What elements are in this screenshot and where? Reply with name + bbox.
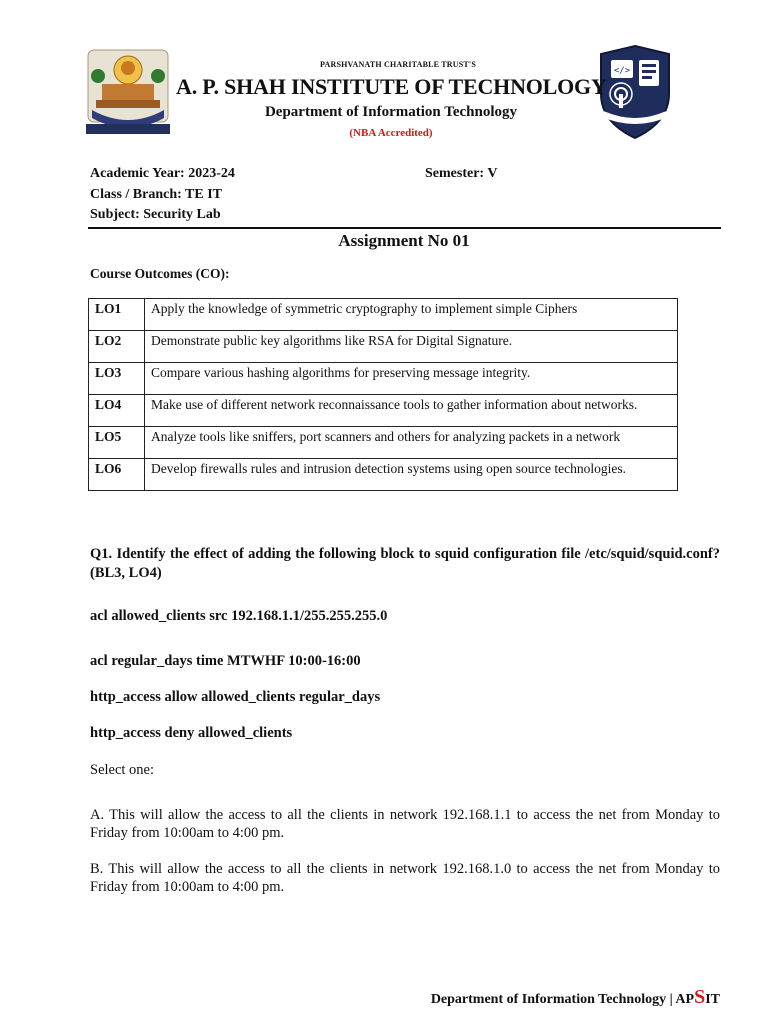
question-text: Q1. Identify the effect of adding the following block to squid configuration file /etc/squid/squid.conf? (BL3, LO4)	[90, 546, 720, 581]
answer-option-a[interactable]: A. This will allow the access to all the clients in network 192.168.1.1 to access the net from Monday to Friday from 10:00am to 4:00 pm.	[90, 807, 720, 841]
footer-department: Department of Information Technology |	[430, 992, 676, 1007]
academic-year: Academic Year: 2023-24	[90, 166, 235, 181]
semester: Semester: V	[425, 166, 498, 181]
outcome-code: LO2	[89, 331, 145, 363]
outcome-text: Develop firewalls rules and intrusion detection systems using open source technologies.	[145, 459, 678, 491]
footer	[431, 986, 720, 1009]
outcome-text: Make use of different network reconnaissance tools to gather information about networks.	[145, 395, 678, 427]
footer-brand-a: AP	[675, 992, 695, 1007]
footer-brand-c: IT	[705, 992, 720, 1007]
outcome-text: Analyze tools like sniffers, port scanners and others for analyzing packets in a network	[145, 427, 678, 459]
select-one-label: Select one:	[90, 762, 155, 778]
outcomes-table	[88, 298, 678, 491]
config-line: http_access allow allowed_clients regular_days	[90, 689, 381, 705]
table-row	[89, 331, 678, 363]
outcome-text: Demonstrate public key algorithms like RSA for Digital Signature.	[145, 331, 678, 363]
config-line: http_access deny allowed_clients	[90, 725, 293, 741]
outcome-code: LO1	[89, 299, 145, 331]
department-heading: Department of Information Technology	[264, 104, 518, 120]
outcome-code: LO6	[89, 459, 145, 491]
outcome-code: LO3	[89, 363, 145, 395]
config-line: acl allowed_clients src 192.168.1.1/255.255.255.0	[90, 608, 388, 624]
table-row	[89, 299, 678, 331]
course-outcomes-label: Course Outcomes (CO):	[90, 266, 230, 281]
svg-text:</>: </>	[613, 66, 631, 76]
outcome-text: Apply the knowledge of symmetric cryptography to implement simple Ciphers	[145, 299, 678, 331]
trust-name: PARSHVANATH CHARITABLE TRUST'S	[320, 60, 476, 69]
answer-option-b[interactable]: B. This will allow the access to all the clients in network 192.168.1.0 to access the net from Monday to Friday from 10:00am to 4:00 pm.	[90, 861, 720, 895]
subject: Subject: Security Lab	[90, 207, 221, 222]
outcome-code: LO4	[89, 395, 145, 427]
accreditation-label: (NBA Accredited)	[349, 127, 433, 139]
footer-brand-s: S	[694, 986, 706, 1008]
config-line: acl regular_days time MTWHF 10:00-16:00	[90, 653, 361, 669]
outcome-text: Compare various hashing algorithms for preserving message integrity.	[145, 363, 678, 395]
department-shield-logo	[597, 44, 673, 140]
table-row	[89, 363, 678, 395]
table-row	[89, 395, 678, 427]
outcome-code: LO5	[89, 427, 145, 459]
institute-name: A. P. SHAH INSTITUTE OF TECHNOLOGY	[176, 74, 607, 99]
table-row	[89, 459, 678, 491]
table-row	[89, 427, 678, 459]
class-branch: Class / Branch: TE IT	[90, 187, 222, 202]
assignment-title: Assignment No 01	[338, 231, 470, 250]
header-divider	[88, 227, 721, 229]
